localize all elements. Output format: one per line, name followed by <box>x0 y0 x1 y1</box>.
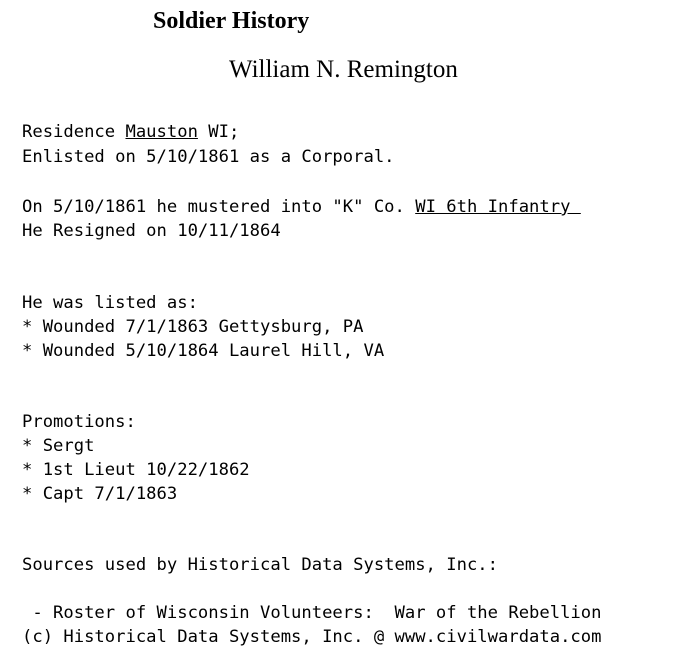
listed-item: * Wounded 7/1/1863 Gettysburg, PA <box>22 317 364 337</box>
resigned-line: He Resigned on 10/11/1864 <box>22 221 281 241</box>
muster-line <box>22 195 581 219</box>
page-title: Soldier History <box>153 8 310 34</box>
sources-heading: Sources used by Historical Data Systems, Inc.: <box>22 555 498 575</box>
copyright-line: (c) Historical Data Systems, Inc. @ www.civilwardata.com <box>22 627 602 647</box>
promotion-item: * 1st Lieut 10/22/1862 <box>22 460 250 480</box>
residence-town-link[interactable]: Mauston <box>125 122 198 142</box>
listed-heading: He was listed as: <box>22 293 198 313</box>
source-item: - Roster of Wisconsin Volunteers: War of the Rebellion <box>22 603 602 623</box>
enlisted-line: Enlisted on 5/10/1861 as a Corporal. <box>22 147 395 167</box>
promotion-item: * Capt 7/1/1863 <box>22 484 178 504</box>
promotions-heading: Promotions: <box>22 412 136 432</box>
muster-text: On 5/10/1861 he mustered into "K" Co. <box>22 197 416 217</box>
promotion-item: * Sergt <box>22 436 95 456</box>
residence-label: Residence <box>22 122 126 142</box>
listed-item: * Wounded 5/10/1864 Laurel Hill, VA <box>22 341 385 361</box>
residence-state: WI; <box>197 122 240 142</box>
unit-link[interactable]: WI 6th Infantry <box>415 197 581 217</box>
residence-line <box>22 120 239 144</box>
soldier-name: William N. Remington <box>229 56 458 83</box>
